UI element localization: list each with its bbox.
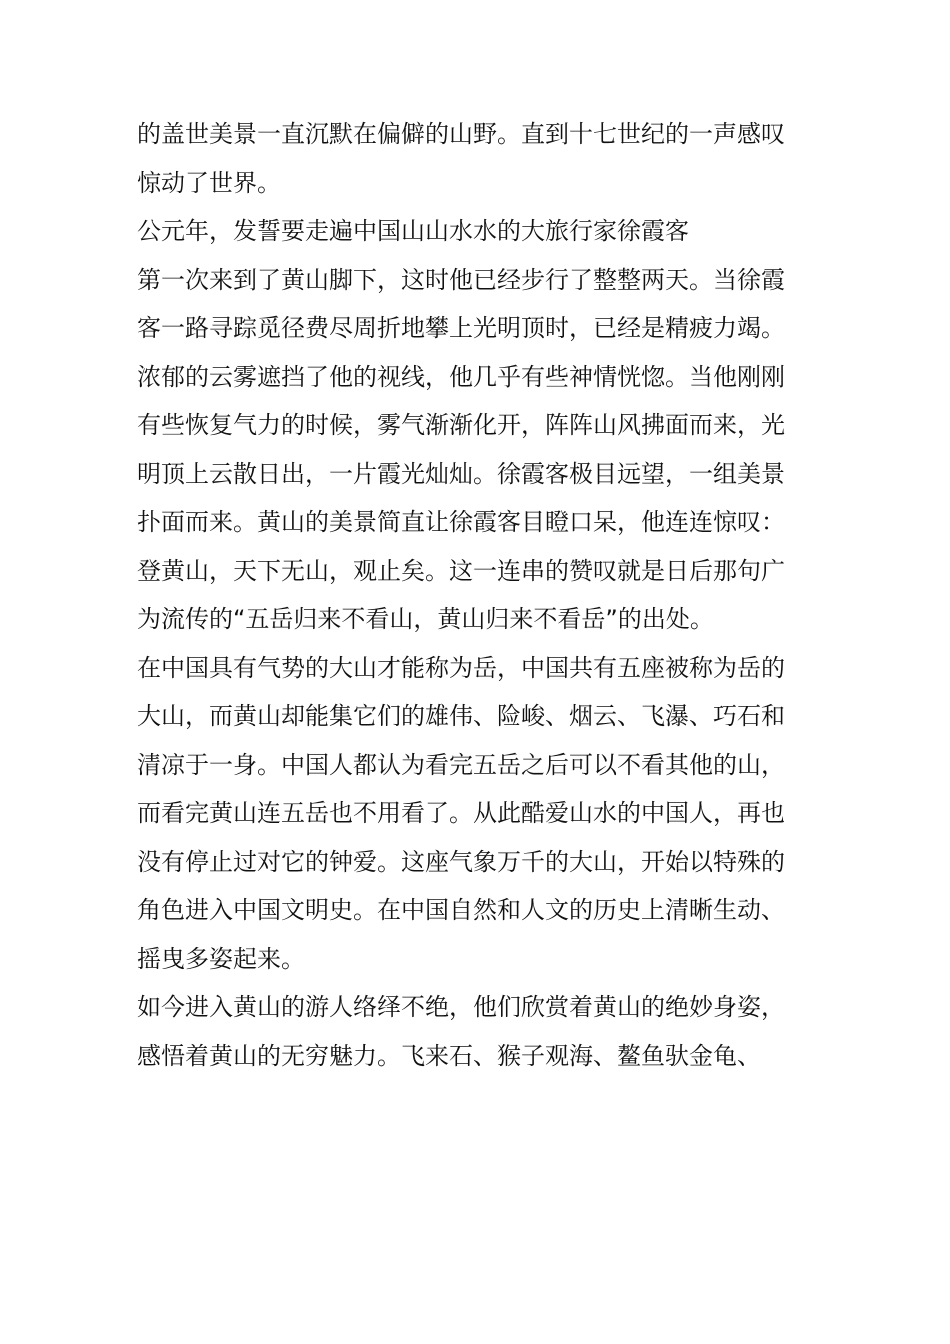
text-line: 有些恢复气力的时候，雾气渐渐化开，阵阵山风拂面而来，光	[137, 411, 785, 439]
text-line: 摇曳多姿起来。	[137, 944, 305, 973]
text-line: 公元年，发誓要走遍中国山山水水的大旅行家徐霞客	[137, 217, 689, 245]
text-line: 如今进入黄山的游人络绎不绝，他们欣赏着黄山的绝妙身姿，	[137, 993, 785, 1021]
text-line: 扑面而来。黄山的美景简直让徐霞客目瞪口呆，他连连惊叹：	[137, 508, 785, 536]
text-line: 而看完黄山连五岳也不用看了。从此酷爱山水的中国人，再也	[137, 799, 785, 827]
text-line: 第一次来到了黄山脚下，这时他已经步行了整整两天。当徐霞	[137, 265, 785, 294]
text-line: 客一路寻踪觅径费尽周折地攀上光明顶时，已经是精疲力竭。	[137, 314, 785, 342]
text-line: 清凉于一身。中国人都认为看完五岳之后可以不看其他的山，	[137, 750, 785, 779]
text-line: 惊动了世界。	[137, 168, 281, 197]
text-line: 的盖世美景一直沉默在偏僻的山野。直到十七世纪的一声感叹	[137, 120, 785, 148]
text-line: 角色进入中国文明史。在中国自然和人文的历史上清晰生动、	[137, 896, 785, 924]
text-line: 感悟着黄山的无穷魅力。飞来石、猴子观海、鳌鱼驮金龟、	[137, 1041, 761, 1070]
text-line: 为流传的“五岳归来不看山，黄山归来不看岳”的出处。	[137, 605, 714, 633]
text-line: 没有停止过对它的钟爱。这座气象万千的大山，开始以特殊的	[137, 847, 785, 876]
text-line: 明顶上云散日出，一片霞光灿灿。徐霞客极目远望，一组美景	[137, 459, 785, 488]
text-line: 大山，而黄山却能集它们的雄伟、险峻、烟云、飞瀑、巧石和	[137, 702, 785, 730]
text-line: 浓郁的云雾遮挡了他的视线，他几乎有些神情恍惚。当他刚刚	[137, 362, 785, 391]
text-line: 在中国具有气势的大山才能称为岳，中国共有五座被称为岳的	[137, 653, 785, 682]
body-text	[137, 110, 837, 1080]
text-line: 登黄山，天下无山，观止矣。这一连串的赞叹就是日后那句广	[137, 556, 785, 585]
